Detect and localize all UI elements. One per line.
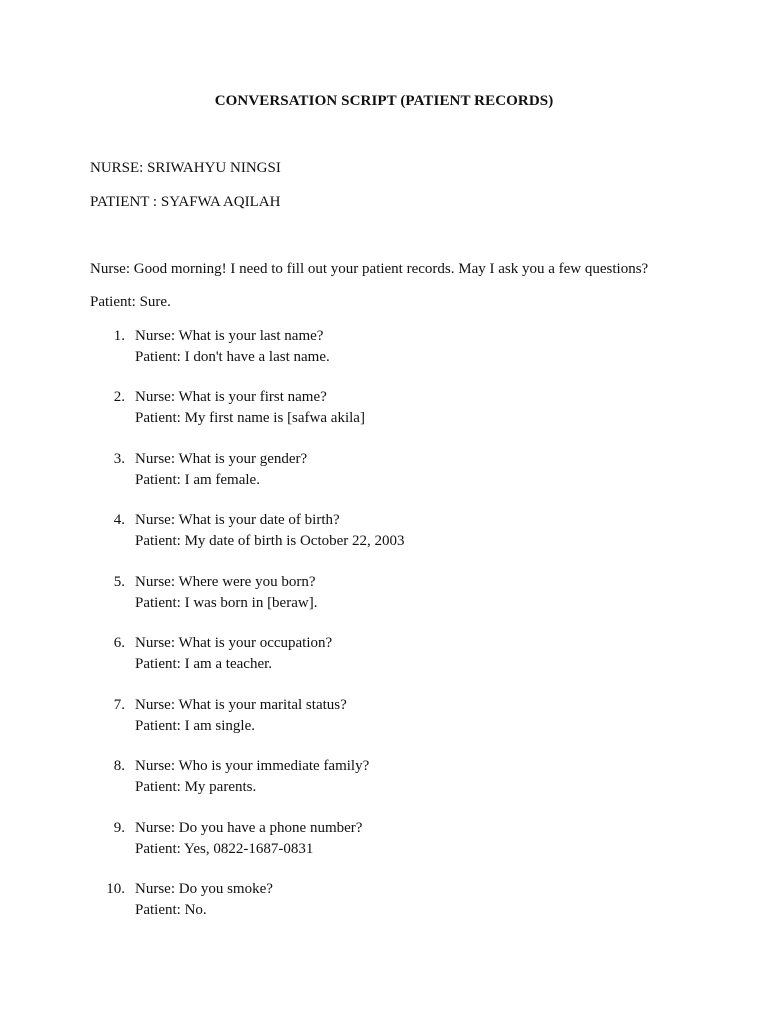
qa-answer: Patient: My parents.: [135, 779, 257, 795]
qa-question: Nurse: Do you have a phone number?: [135, 820, 363, 836]
qa-number: 1.: [113, 328, 125, 344]
qa-question: Nurse: What is your date of birth?: [135, 512, 340, 528]
qa-number: 6.: [113, 635, 125, 651]
qa-number: 9.: [113, 820, 125, 836]
qa-answer: Patient: My date of birth is October 22, 2003: [135, 533, 405, 549]
qa-question: Nurse: What is your first name?: [135, 389, 327, 405]
intro-nurse-line: Nurse: Good morning! I need to fill out your patient records. May I ask you a few questions?: [90, 261, 649, 277]
qa-question: Nurse: What is your occupation?: [135, 635, 333, 651]
patient-name-line: PATIENT : SYAFWA AQILAH: [90, 194, 281, 210]
qa-question: Nurse: Where were you born?: [135, 574, 316, 590]
qa-answer: Patient: My first name is [safwa akila]: [135, 410, 365, 426]
qa-number: 5.: [113, 574, 125, 590]
qa-question: Nurse: What is your last name?: [135, 328, 324, 344]
qa-question: Nurse: Who is your immediate family?: [135, 758, 370, 774]
qa-number: 7.: [113, 697, 125, 713]
qa-answer: Patient: No.: [135, 902, 207, 918]
document-title: CONVERSATION SCRIPT (PATIENT RECORDS): [214, 93, 554, 109]
qa-question: Nurse: Do you smoke?: [135, 881, 273, 897]
qa-answer: Patient: Yes, 0822-1687-0831: [135, 841, 314, 857]
intro-patient-line: Patient: Sure.: [90, 294, 171, 310]
qa-question: Nurse: What is your marital status?: [135, 697, 347, 713]
qa-number: 10.: [106, 881, 125, 897]
qa-number: 8.: [113, 758, 125, 774]
qa-answer: Patient: I don't have a last name.: [135, 349, 330, 365]
qa-answer: Patient: I am single.: [135, 718, 255, 734]
qa-number: 3.: [113, 451, 125, 467]
qa-answer: Patient: I am female.: [135, 472, 260, 488]
qa-number: 4.: [113, 512, 125, 528]
qa-answer: Patient: I was born in [beraw].: [135, 595, 318, 611]
nurse-name-line: NURSE: SRIWAHYU NINGSI: [90, 160, 281, 176]
qa-answer: Patient: I am a teacher.: [135, 656, 273, 672]
qa-number: 2.: [113, 389, 125, 405]
qa-question: Nurse: What is your gender?: [135, 451, 308, 467]
